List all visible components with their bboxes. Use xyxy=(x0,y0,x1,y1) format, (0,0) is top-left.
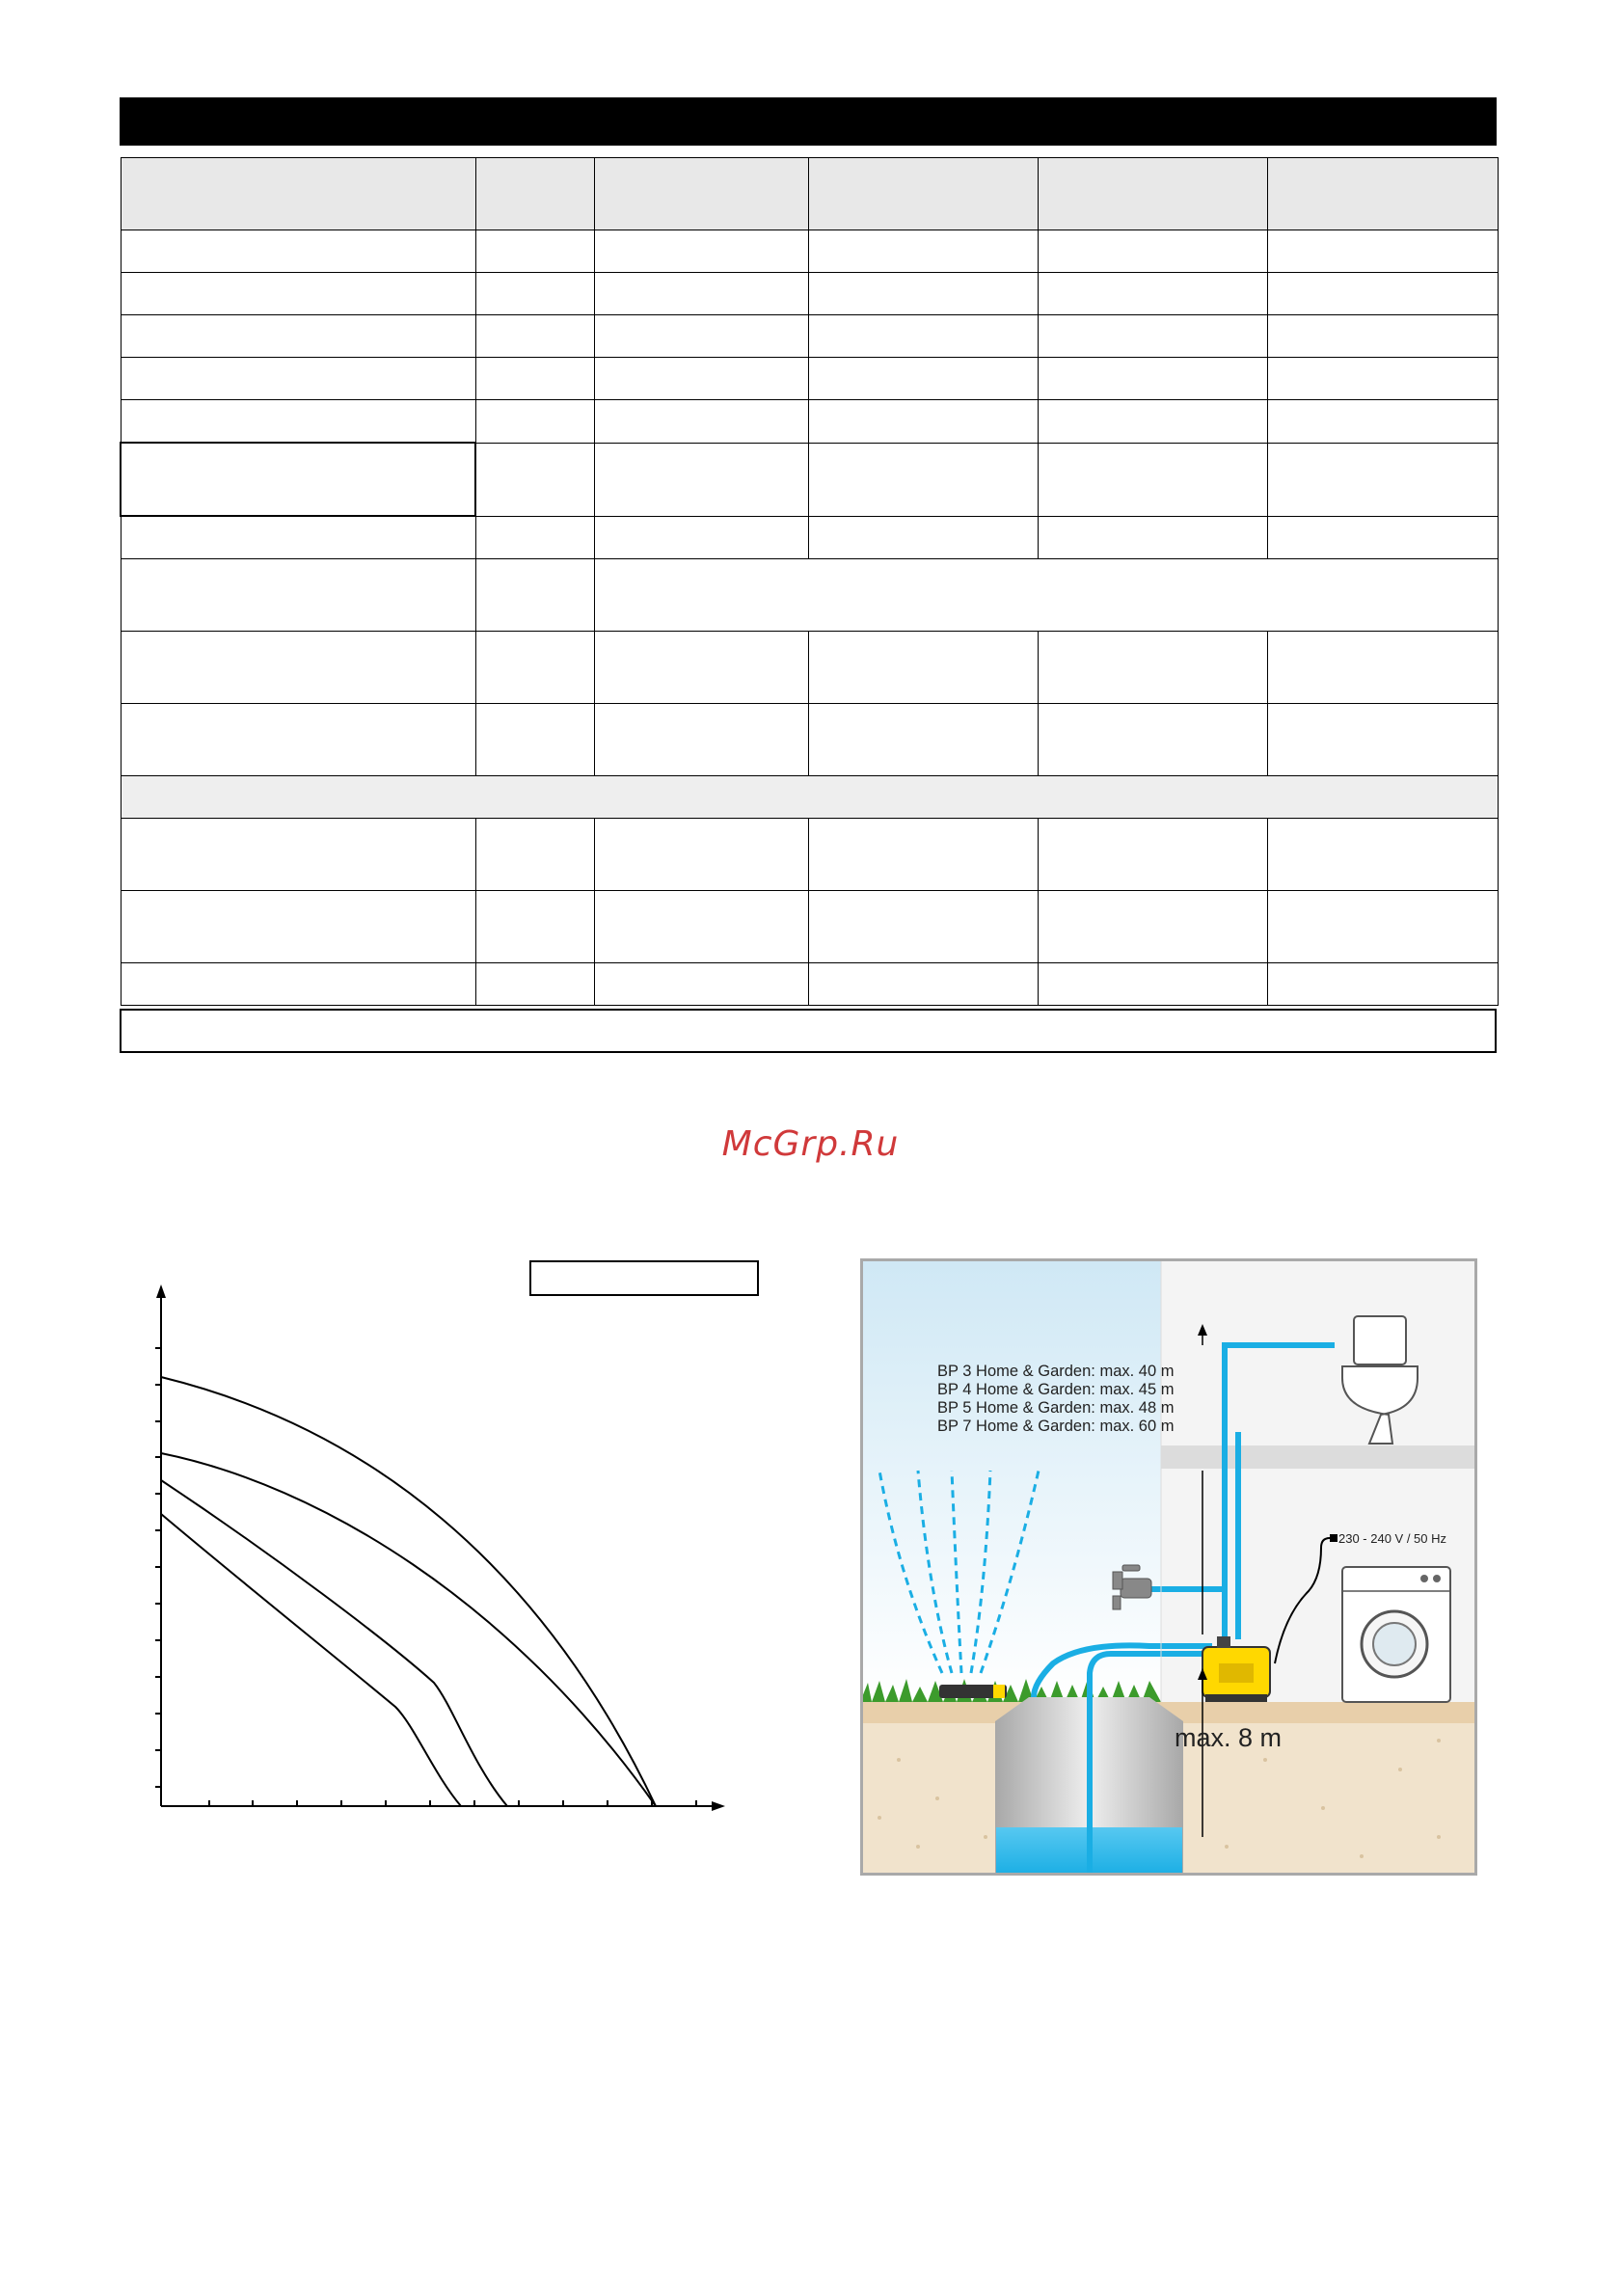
curve-bp4 xyxy=(161,1480,507,1806)
limit-bp5: BP 5 Home & Garden: max. 48 m xyxy=(937,1399,1175,1417)
table-row xyxy=(121,400,1498,444)
table-row xyxy=(121,632,1498,704)
table-row xyxy=(121,819,1498,891)
curve-bp7 xyxy=(161,1377,656,1806)
limit-bp7: BP 7 Home & Garden: max. 60 m xyxy=(937,1418,1175,1435)
watermark-text: McGrp.Ru xyxy=(721,1124,900,1164)
pump xyxy=(1202,1636,1270,1702)
table-header-bar xyxy=(120,97,1497,146)
curve-bp5 xyxy=(161,1453,656,1806)
table-row xyxy=(121,891,1498,963)
sky xyxy=(860,1258,1161,1702)
table-header-row xyxy=(121,158,1498,230)
floor-divider xyxy=(1161,1445,1477,1469)
table-row xyxy=(121,273,1498,315)
technical-data-table xyxy=(120,157,1499,1006)
performance-curve-chart xyxy=(135,1244,752,1832)
washing-machine xyxy=(1342,1567,1450,1702)
limit-bp3: BP 3 Home & Garden: max. 40 m xyxy=(937,1363,1175,1380)
voltage-label: 230 - 240 V / 50 Hz xyxy=(1338,1531,1447,1546)
table-section-row xyxy=(121,776,1498,819)
installation-illustration xyxy=(860,1258,1477,1876)
x-axis-arrow xyxy=(712,1801,725,1811)
y-axis-arrow xyxy=(156,1284,166,1298)
table-row xyxy=(121,230,1498,273)
table-row xyxy=(121,358,1498,400)
table-row xyxy=(121,963,1498,1006)
table-row xyxy=(121,315,1498,358)
table-row xyxy=(121,559,1498,632)
table-row xyxy=(121,704,1498,776)
table-row xyxy=(121,443,1498,516)
limit-bp4: BP 4 Home & Garden: max. 45 m xyxy=(937,1381,1175,1398)
table-row xyxy=(121,516,1498,559)
table-footer-row xyxy=(120,1009,1497,1053)
curve-bp3 xyxy=(161,1514,461,1806)
suction-depth-label: max. 8 m xyxy=(1175,1723,1283,1752)
